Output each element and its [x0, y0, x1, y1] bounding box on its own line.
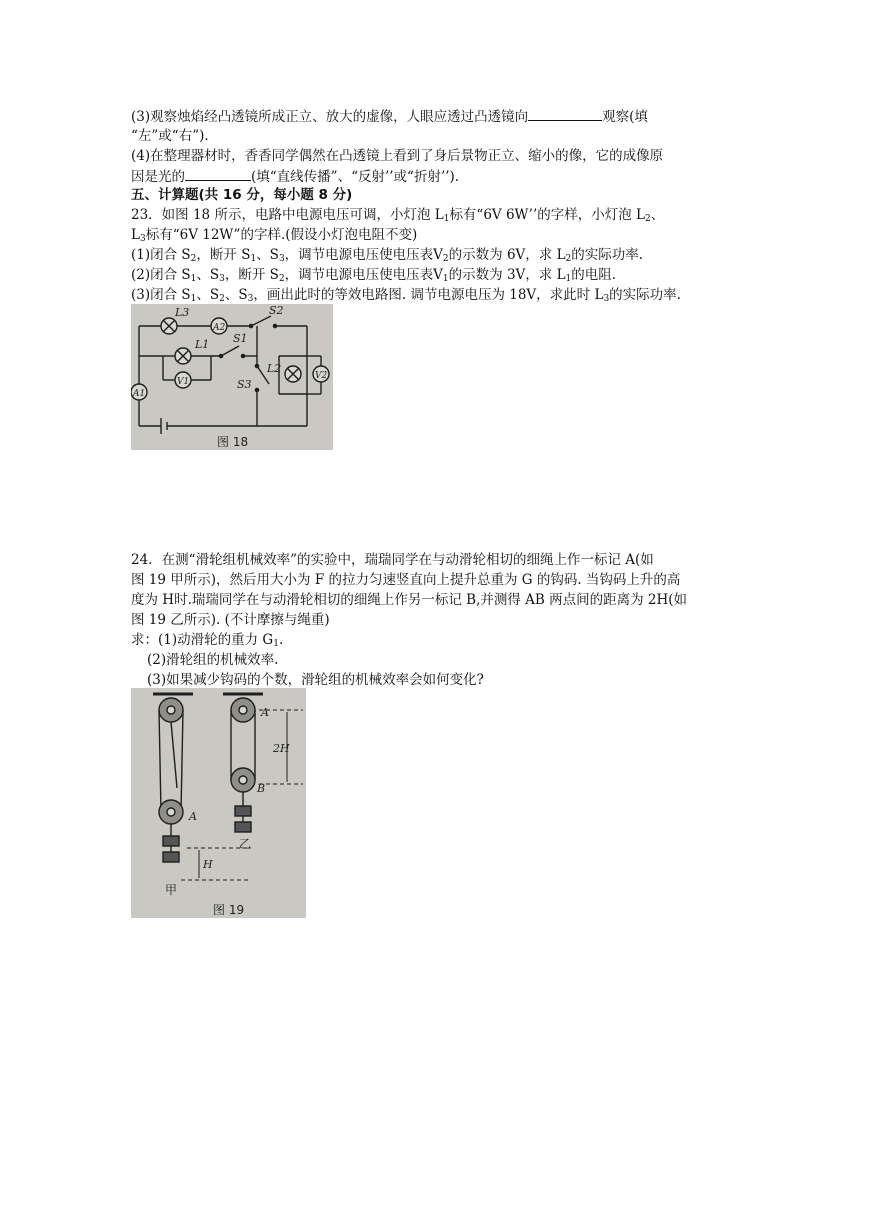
label-A-yi: A — [261, 706, 269, 719]
label-H: H — [203, 858, 213, 871]
figure-caption: 图 18 — [217, 435, 249, 449]
answer-blank[interactable] — [185, 166, 251, 181]
figure-18-circuit — [131, 304, 333, 450]
q24-stem-line1: 24．在测“滑轮组机械效率”的实验中，瑞瑞同学在与动滑轮相切的细绳上作一标记 A(如 — [131, 552, 654, 568]
weight-icon — [235, 806, 251, 816]
figure-caption: 图 19 — [213, 903, 245, 917]
label-V2: V2 — [315, 371, 328, 381]
label-2H: 2H — [273, 742, 290, 755]
q23-sub1: (1)闭合 $S_2$，断开 $S_1$、$S_3$，调节电源电压使电压表$V_2$的示数为 6V，求 $L_2$的实际功率. — [131, 247, 644, 264]
label-A-jia: A — [189, 810, 197, 823]
q23-stem-line2: $L_3$标有“6V 12W”的字样.(假设小灯泡电阻不变) — [131, 227, 418, 244]
label-L3: L3 — [175, 306, 190, 319]
label-jia: 甲 — [165, 883, 178, 897]
weight-icon — [163, 852, 179, 862]
section-title: 五、计算题(共 16 分，每小题 8 分) — [131, 187, 353, 203]
label-B: B — [257, 782, 266, 795]
q23-sub3: (3)闭合 $S_1$、$S_2$、$S_3$，画出此时的等效电路图. 调节电源电压为 18V，求此时 $L_3$的实际功率. — [131, 287, 681, 304]
label-L2: L2 — [267, 362, 282, 375]
q22-part4-line2: 因是光的 (填“直线传播”、“反射’’或“折射’’). — [131, 166, 459, 187]
q24-sub3: (3)如果减少钩码的个数，滑轮组的机械效率会如何变化? — [147, 672, 484, 688]
q24-stem-line3: 度为 H时.瑞瑞同学在与动滑轮相切的细绳上作另一标记 B,并测得 AB 两点间的距离为 2H(如 — [131, 592, 688, 608]
label-V1: V1 — [177, 377, 190, 387]
label-L1: L1 — [195, 338, 210, 351]
figure-19-pulleys — [131, 688, 306, 918]
weight-icon — [235, 822, 251, 832]
q24-ask: 求：(1)动滑轮的重力 $G_1$. — [131, 632, 284, 649]
q24-stem-line2: 图 19 甲所示)，然后用大小为 F 的拉力匀速竖直向上提升总重为 G 的钩码. 当钩码上升的高 — [131, 572, 681, 588]
label-yi: 乙 — [239, 837, 252, 851]
q23-sub2: (2)闭合 $S_1$、$S_3$，断开 $S_2$，调节电源电压使电压表$V_1$的示数为 3V，求 $L_1$的电阻. — [131, 267, 617, 284]
label-S1: S1 — [233, 332, 248, 345]
q23-stem-line1: 23．如图 18 所示，电路中电源电压可调，小灯泡 $L_1$标有“6V 6W’’的字样，小灯泡 $L_2$、 — [131, 207, 665, 224]
label-A2: A2 — [213, 323, 226, 333]
answer-blank[interactable] — [528, 106, 602, 121]
q24-stem-line4: 图 19 乙所示). (不计摩擦与绳重) — [131, 612, 330, 628]
label-S3: S3 — [237, 378, 252, 391]
label-A1: A1 — [133, 389, 146, 399]
weight-icon — [163, 836, 179, 846]
q22-part3-line1: (3)观察烛焰经凸透镜所成正立、放大的虚像，人眼应透过凸透镜向 观察(填 — [131, 106, 648, 127]
q22-part3-line2: “左”或“右”). — [131, 128, 209, 144]
label-S2: S2 — [269, 304, 284, 317]
q22-part4-line1: (4)在整理器材时，香香同学偶然在凸透镜上看到了身后景物正立、缩小的像，它的成像原 — [131, 148, 664, 164]
q24-sub2: (2)滑轮组的机械效率. — [147, 652, 279, 668]
